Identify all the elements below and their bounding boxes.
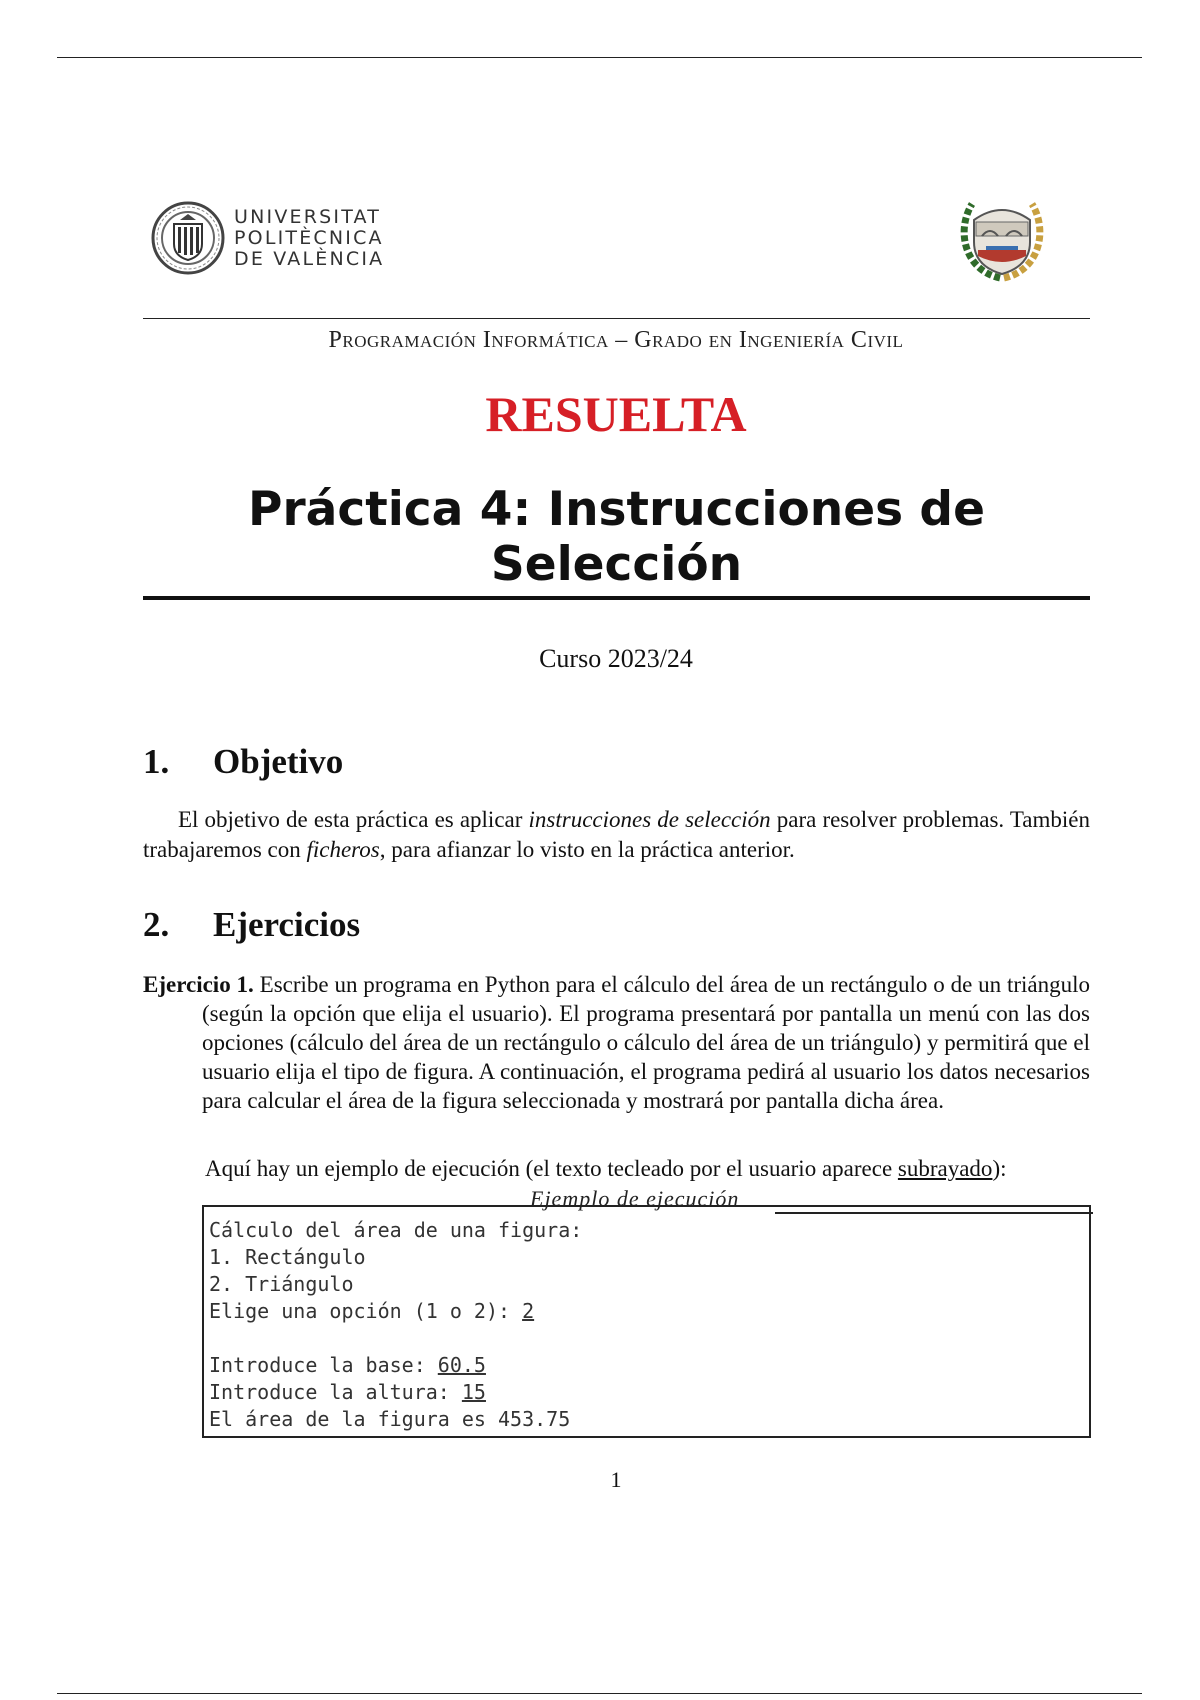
bottom-page-rule (57, 1693, 1142, 1694)
example-intro (205, 1154, 1090, 1184)
top-page-rule (57, 57, 1142, 58)
console-line: El área de la figura es 453.75 (209, 1407, 571, 1431)
upv-line-1: UNIVERSITAT (234, 206, 382, 228)
example-intro-text: Aquí hay un ejemplo de ejecución (el texto tecleado por el usuario aparece (205, 1156, 898, 1181)
upv-line-3: DE VALÈNCIA (234, 248, 385, 270)
console-prompt: Introduce la base: (209, 1353, 438, 1377)
objetivo-text-2: para resolver problemas. También trabajaremos con (143, 807, 1091, 862)
console-line (209, 1298, 582, 1325)
console-lines (209, 1217, 582, 1433)
console-prompt: Introduce la altura: (209, 1380, 462, 1404)
example-caption: Ejemplo de ejecución (530, 1186, 740, 1211)
objetivo-em-2: ficheros (306, 837, 380, 862)
document-title: Práctica 4: Instrucciones de Selección (143, 482, 1090, 600)
console-prompt: Elige una opción (1 o 2): (209, 1299, 523, 1323)
example-intro-end: ): (992, 1156, 1007, 1181)
upv-seal-icon (150, 200, 228, 278)
upv-logo-text (234, 207, 384, 270)
engineering-crest-logo (952, 190, 1052, 285)
console-user-input: 2 (522, 1299, 535, 1323)
console-line (209, 1379, 582, 1406)
engineering-crest-icon (952, 190, 1052, 285)
objetivo-paragraph (143, 805, 1090, 865)
objetivo-text-1: El objetivo de esta práctica es aplicar (178, 807, 529, 832)
exercise-1-text: Escribe un programa en Python para el cálculo del área de un rectángulo o de un triángulo (según la opción que elija el usuario). El programa presentará por pantalla un menú con las dos opciones (cálculo del área de un rectángulo o cálculo del área de un triángulo) y permitirá que el usuario elija el tipo de figura. A continuación, el programa pedirá al usuario los datos necesarios para calcular el área de la figura seleccionada y mostrará por pantalla dicha área. (202, 972, 1091, 1113)
console-user-input: 60.5 (437, 1353, 486, 1377)
example-console-box (202, 1205, 1091, 1438)
subject-header: Programación Informática – Grado en Ingeniería Civil (328, 327, 904, 353)
header-rule (143, 318, 1090, 319)
upv-line-2: POLITÈCNICA (234, 227, 384, 249)
section-ejercicios-heading (143, 905, 360, 945)
caption-rule (775, 1212, 1093, 1214)
course-year: Curso 2023/24 (539, 644, 693, 673)
console-line (209, 1352, 582, 1379)
section-title: Ejercicios (213, 905, 361, 944)
exercise-1 (143, 970, 1090, 1115)
example-intro-underlined: subrayado (897, 1156, 993, 1181)
objetivo-em-1: instrucciones de selección (528, 807, 771, 832)
section-number: 2. (143, 905, 170, 944)
section-title: Objetivo (213, 742, 344, 781)
console-line: 2. Triángulo (209, 1272, 354, 1296)
console-blank-line (209, 1325, 582, 1352)
section-objetivo-heading (143, 742, 343, 782)
objetivo-text-3: , para afianzar lo visto en la práctica anterior. (379, 837, 795, 862)
exercise-1-label: Ejercicio 1. (143, 972, 254, 997)
page-number: 1 (610, 1467, 622, 1492)
console-line: 1. Rectángulo (209, 1245, 366, 1269)
resuelta-banner: RESUELTA (485, 386, 747, 442)
section-number: 1. (143, 742, 170, 781)
console-user-input: 15 (461, 1380, 486, 1404)
upv-logo (150, 200, 390, 280)
console-line: Cálculo del área de una figura: (209, 1218, 583, 1242)
